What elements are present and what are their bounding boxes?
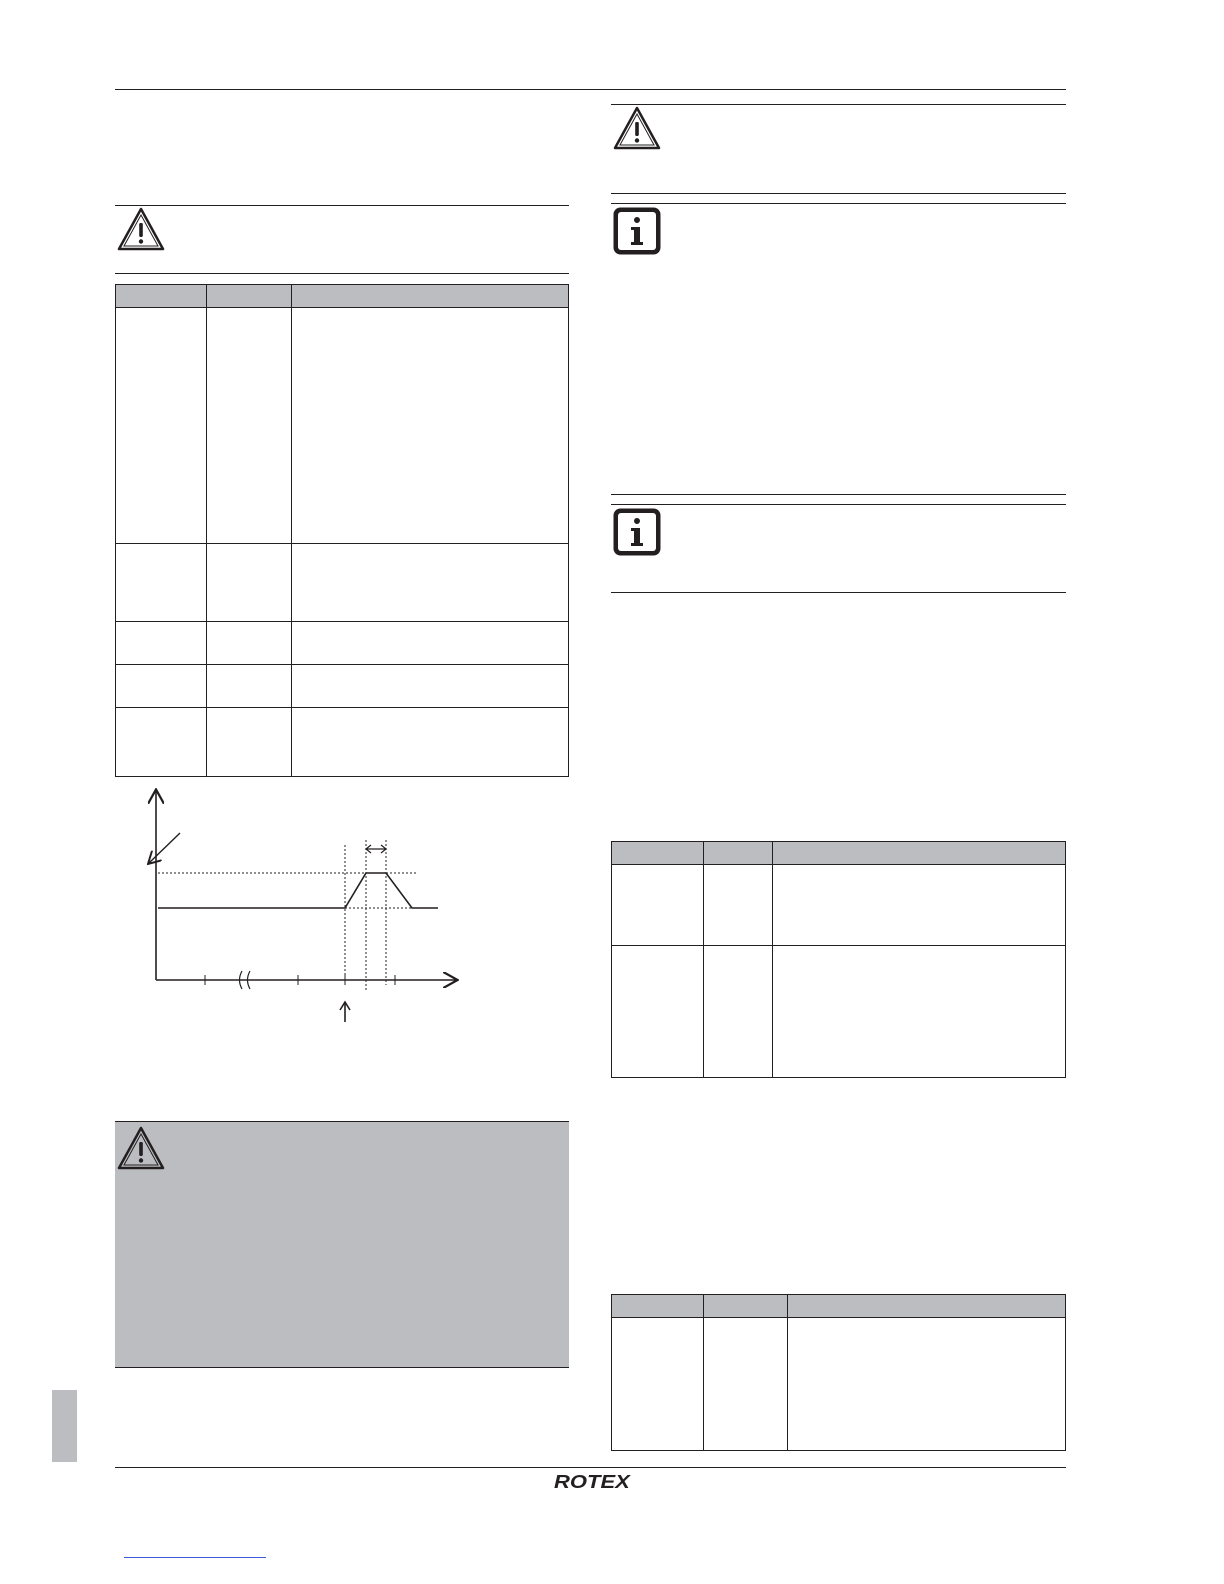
warning-triangle-icon — [612, 105, 662, 151]
table-cell — [116, 544, 207, 622]
info-bottom-rule — [611, 592, 1066, 593]
table-header-cell — [704, 1295, 788, 1318]
table-cell — [612, 865, 704, 946]
table-row — [612, 946, 1066, 1078]
setpoint-curve — [158, 873, 438, 908]
table-cell — [207, 308, 292, 544]
table-row — [116, 544, 569, 622]
link-underline — [124, 1557, 266, 1558]
table-header-cell — [612, 842, 704, 865]
info-bottom-rule — [611, 494, 1066, 495]
settings-table-left — [115, 284, 569, 777]
table-cell — [116, 622, 207, 665]
warning-bottom-rule — [115, 273, 569, 274]
header-rule — [115, 89, 1066, 90]
table-cell — [704, 865, 773, 946]
pointer-line — [149, 833, 180, 863]
chapter-side-tab — [52, 1390, 77, 1462]
table-cell — [612, 1318, 704, 1451]
brand-logo: ROTEX — [554, 1470, 630, 1493]
table-row — [612, 1318, 1066, 1451]
table-cell — [292, 622, 569, 665]
table-cell — [207, 665, 292, 708]
table-header-cell — [788, 1295, 1066, 1318]
table-cell — [292, 665, 569, 708]
table-row — [116, 708, 569, 777]
warning-triangle-icon — [116, 1125, 166, 1171]
table-cell — [207, 708, 292, 777]
table-cell — [292, 308, 569, 544]
warning-top-rule — [611, 104, 1066, 105]
table-header-row — [116, 285, 569, 308]
table-row — [116, 665, 569, 708]
table-row — [612, 865, 1066, 946]
table-header-cell — [773, 842, 1066, 865]
settings-table-right-lower — [611, 1294, 1066, 1451]
table-row — [116, 622, 569, 665]
table-cell — [292, 708, 569, 777]
table-cell — [116, 708, 207, 777]
table-cell — [116, 665, 207, 708]
table-cell — [612, 946, 704, 1078]
table-header-cell — [612, 1295, 704, 1318]
table-cell — [773, 865, 1066, 946]
warning-box — [115, 1121, 569, 1368]
table-cell — [207, 622, 292, 665]
warning-top-rule — [115, 205, 569, 206]
table-header-row — [612, 842, 1066, 865]
table-row — [116, 308, 569, 544]
table-cell — [292, 544, 569, 622]
table-header-cell — [292, 285, 569, 308]
info-top-rule — [611, 203, 1066, 204]
table-cell — [116, 308, 207, 544]
temperature-time-diagram — [140, 785, 470, 1030]
table-cell — [704, 946, 773, 1078]
table-header-cell — [704, 842, 773, 865]
table-cell — [788, 1318, 1066, 1451]
warning-bottom-rule — [611, 193, 1066, 194]
info-top-rule — [611, 504, 1066, 505]
information-icon — [612, 507, 662, 557]
information-icon — [612, 206, 662, 256]
table-cell — [207, 544, 292, 622]
table-cell — [773, 946, 1066, 1078]
table-header-row — [612, 1295, 1066, 1318]
table-cell — [704, 1318, 788, 1451]
warning-triangle-icon — [116, 206, 166, 252]
settings-table-right-upper — [611, 841, 1066, 1078]
table-header-cell — [116, 285, 207, 308]
footer-rule — [115, 1467, 1066, 1468]
table-header-cell — [207, 285, 292, 308]
